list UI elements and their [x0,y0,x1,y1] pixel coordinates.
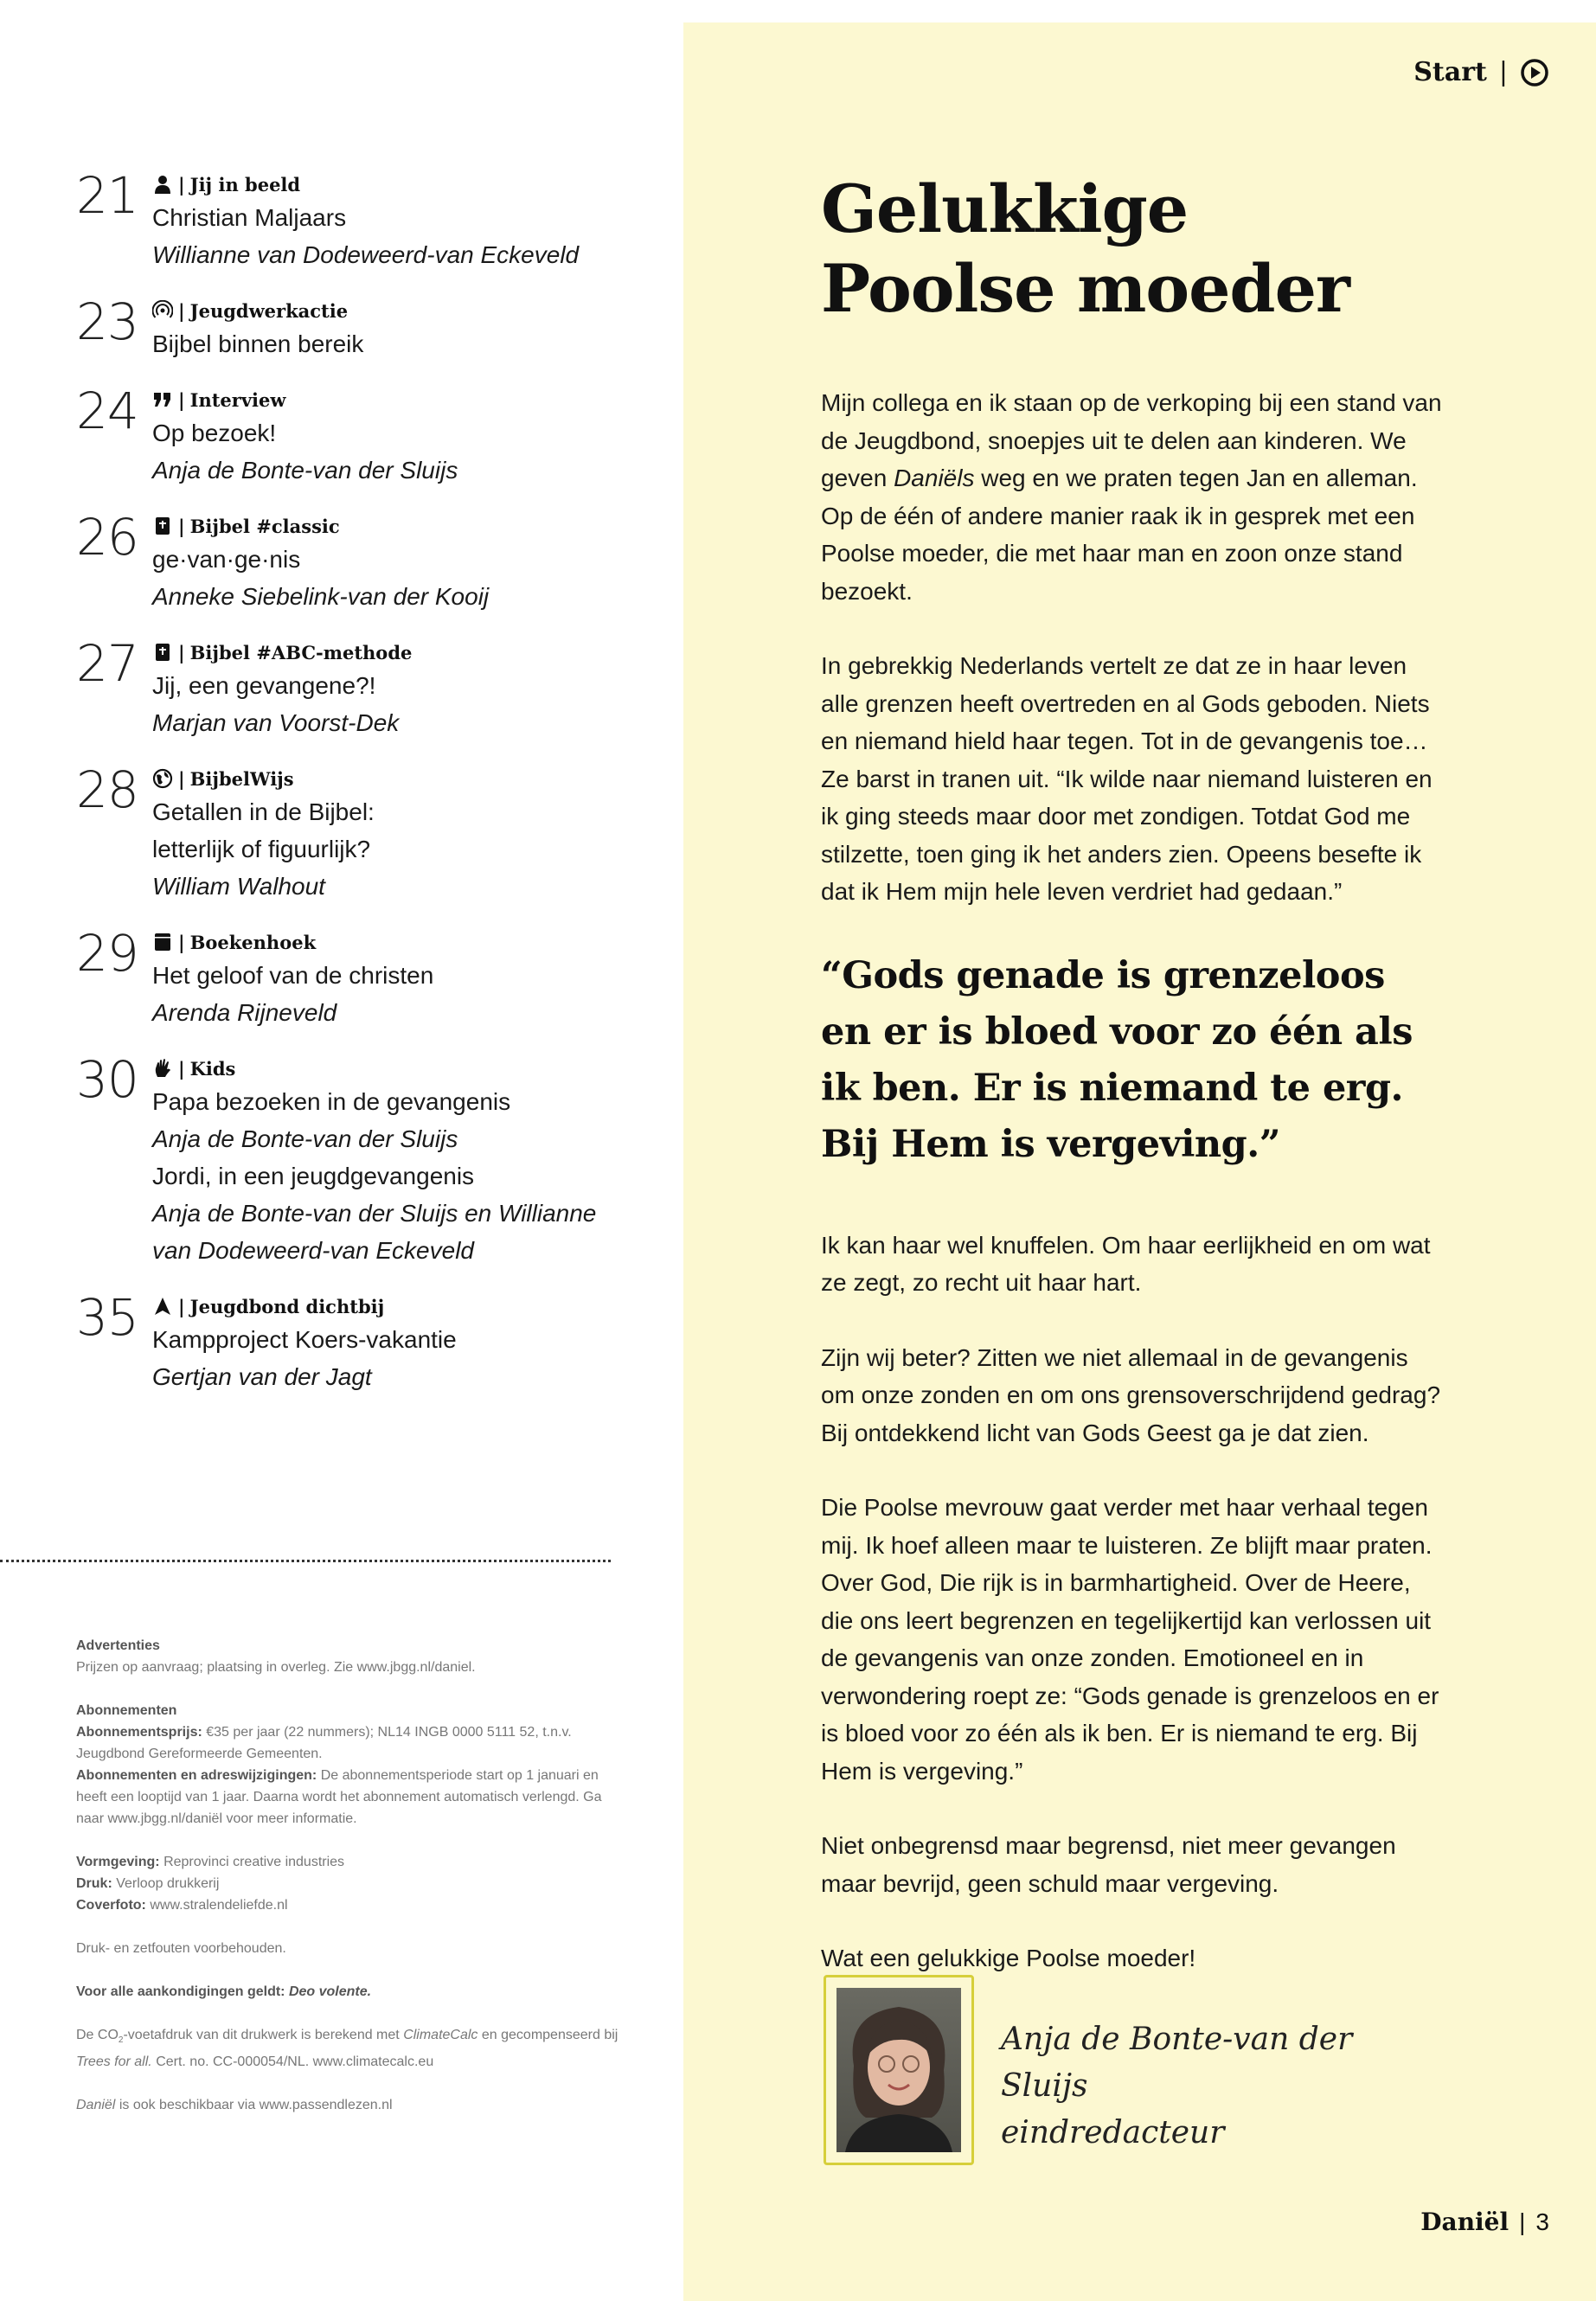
arrow-icon [152,1296,173,1317]
toc-entry-body [152,1292,630,1395]
toc-category [152,927,630,957]
toc-page-number: 24 [76,381,138,440]
book-icon [152,932,173,952]
bible-icon [152,516,173,536]
category-separator: | [178,299,185,322]
available-name: Daniël [76,2098,116,2113]
signature-name: Anja de Bonte-van der Sluijs [1001,2022,1353,2104]
pull-quote: “Gods genade is grenzeloos en er is bloed voor zo één als ik ben. Er is niemand te erg. Bij Hem is vergeving.” [821,953,1413,1166]
toc-page-number: 30 [76,1050,138,1109]
deo-volente-note [76,1981,621,2003]
toc-page-number: 27 [76,634,138,693]
signature-text [1001,2016,1429,2157]
subs-changes-label: Abonnementen en adreswijzigingen: [76,1768,317,1783]
toc-author: Arenda Rijneveld [152,999,337,1026]
toc-entry[interactable] [76,381,630,489]
p1-post: weg en we praten tegen Jan en alleman. Op de één of andere manier raak ik in gesprek met een Poolse moeder, die met haar man en zoon onze stand bezoekt. [821,465,1418,605]
toc-title[interactable]: letterlijk of figuurlijk? [152,836,371,862]
toc-entry[interactable] [76,166,630,273]
category-separator: | [178,1295,185,1317]
toc-entry-body [152,385,630,489]
toc-title[interactable]: Christian Maljaars [152,204,347,231]
toc-title[interactable]: Jij, een gevangene?! [152,672,376,699]
toc-entry-body [152,296,630,362]
print-text: Verloop drukkerij [116,1876,220,1891]
toc-entry-body [152,1054,630,1269]
toc-category [152,1054,630,1083]
toc-entry-body [152,927,630,1031]
toc-category [152,1292,630,1321]
p1-pre: Mijn collega en ik staan op de verkoping bij een stand van de Jeugdbond, snoepjes uit te delen aan kinderen. We geven [821,389,1442,491]
globe-icon [152,768,173,789]
hand-icon [152,1058,173,1079]
toc-author: Gertjan van der Jagt [152,1363,372,1390]
design-text: Reprovinci creative industries [163,1855,345,1869]
toc-entry-body [152,170,630,273]
start-nav[interactable] [1413,57,1549,87]
co2-pre: De CO [76,2028,119,2042]
category-separator: | [178,641,185,663]
co2-calc: ClimateCalc [403,2028,478,2042]
toc-category [152,170,630,199]
toc-category-label: Boekenhoek [189,931,317,953]
category-separator: | [178,515,185,537]
toc-author: Marjan van Voorst-Dek [152,709,400,736]
subs-price-text: €35 per jaar (22 nummers); NL14 INGB 0000 5111 52, t.n.v. Jeugdbond Gereformeerde Gemeenten. [76,1725,572,1761]
toc-category-label: Bijbel #classic [189,515,340,537]
toc-category [152,296,630,325]
nav-separator: | [1498,57,1508,87]
article-paragraph: Ik kan haar wel knuffelen. Om haar eerlijkheid en om wat ze zegt, zo recht uit haar hart. [821,1231,1431,1296]
toc-category-label: Kids [189,1057,236,1080]
toc-title[interactable]: ge·van·ge·nis [152,546,301,573]
toc-title[interactable]: Op bezoek! [152,420,277,446]
design-label: Vormgeving: [76,1855,160,1869]
ads-block [76,1635,621,1678]
toc-title[interactable]: Papa bezoeken in de gevangenis [152,1088,511,1115]
toc-category-label: Bijbel #ABC-methode [189,641,413,663]
toc-page-number: 29 [76,924,138,983]
toc-entry-body [152,511,630,615]
play-circle-icon[interactable] [1520,58,1549,87]
divider [0,1560,611,1562]
table-of-contents [76,166,630,1418]
toc-page-number: 26 [76,508,138,567]
headline-line-1: Gelukkige [821,170,1189,247]
toc-page-number: 35 [76,1288,138,1347]
magazine-name: Daniël [1420,2208,1509,2236]
toc-entry[interactable] [76,1050,630,1269]
toc-entry-body [152,764,630,905]
article-headline [821,170,1444,329]
category-separator: | [178,173,185,195]
toc-page-number: 23 [76,292,138,351]
article-paragraph [821,384,1444,610]
bible-icon [152,642,173,663]
toc-title[interactable]: Jordi, in een jeugdgevangenis [152,1163,475,1189]
subs-price-label: Abonnementsprijs: [76,1725,202,1740]
toc-category [152,511,630,541]
toc-entry[interactable] [76,292,630,362]
available-text: is ook beschikbaar via www.passendlezen.nl [119,2098,393,2113]
article-paragraph: Die Poolse mevrouw gaat verder met haar verhaal tegen mij. Ik hoef alleen maar te luisteren. Ze blijft maar praten. Over God, Die rijk is in barmhartigheid. Over de Heere, die ons leert begrenzen en tegelijkertijd kan verlossen uit de gevangenis van onze zonden. Emotioneel en in verwondering roept ze: “Gods genade is grenzeloos en er is bloed voor zo één als ik ben. Er is niemand te erg. Bij Hem is vergeving.” [821,1494,1439,1785]
article-paragraph: Zijn wij beter? Zitten we niet allemaal in de gevangenis om onze zonden en om ons grensoverschrijdend gedrag? Bij ontdekkend licht van Gods Geest ga je dat zien. [821,1343,1441,1446]
person-icon [152,174,173,195]
p1-italic: Daniëls [894,465,975,491]
toc-category-label: BijbelWijs [189,767,294,790]
cover-text: www.stralendeliefde.nl [150,1898,288,1913]
article-paragraph: In gebrekkig Nederlands vertelt ze dat ze in haar leven alle grenzen heeft overtreden en al Gods geboden. Niets en niemand hield haar tegen. Tot in de gevangenis toe… Ze barst in tranen uit. “Ik wilde naar niemand luisteren en ik ging steeds maar door met zondigen. Totdat God me stilzette, toen ging ik het anders zien. Opeens besefte ik dat ik Hem mijn hele leven verdriet had gedaan.” [821,652,1433,905]
article-paragraph: Niet onbegrensd maar begrensd, niet meer gevangen maar bevrijd, geen schuld maar vergeving. [821,1832,1396,1897]
toc-category [152,764,630,793]
co2-note [76,2024,621,2073]
toc-category [152,638,630,667]
toc-entry-body [152,638,630,741]
toc-author: van Dodeweerd-van Eckeveld [152,1237,474,1264]
author-photo [836,1988,961,2152]
co2-post: Cert. no. CC-000054/NL. www.climatecalc.eu [156,2054,434,2070]
toc-author: William Walhout [152,873,325,900]
toc-author: Anja de Bonte-van der Sluijs [152,457,458,484]
toc-author: Willianne van Dodeweerd-van Eckeveld [152,241,580,268]
subs-heading: Abonnementen [76,1703,177,1718]
toc-entry[interactable] [76,634,630,741]
category-separator: | [178,1057,185,1080]
footer-separator: | [1519,2208,1526,2235]
category-separator: | [178,767,185,790]
availability-note [76,2094,621,2116]
toc-category-label: Jeugdwerkactie [189,299,349,322]
signature [824,1975,1429,2165]
deo-label: Voor alle aankondigingen geldt: [76,1984,285,1999]
credits-block [76,1851,621,1916]
errors-note: Druk- en zetfouten voorbehouden. [76,1941,286,1956]
quote-icon [152,389,173,410]
co2-mid: -voetafdruk van dit drukwerk is berekend met [123,2028,400,2042]
page-footer [1420,2208,1549,2236]
toc-title[interactable]: Het geloof van de christen [152,962,434,989]
toc-author: Anja de Bonte-van der Sluijs en Willianne [152,1200,597,1227]
toc-category [152,385,630,414]
toc-entry[interactable] [76,760,630,905]
editorial-article [821,170,1444,2015]
toc-category-label: Jeugdbond dichtbij [189,1295,385,1317]
toc-entry[interactable] [76,508,630,615]
deo-text: Deo volente. [288,1984,372,1999]
toc-title[interactable]: Getallen in de Bijbel: [152,798,375,825]
author-portrait [836,1988,961,2152]
toc-title[interactable]: Kampproject Koers-vakantie [152,1326,457,1353]
author-photo-frame [824,1975,974,2165]
headline-line-2: Poolse moeder [821,250,1349,327]
toc-author: Anneke Siebelink-van der Kooij [152,583,490,610]
toc-category-label: Jij in beeld [189,173,301,195]
article-paragraph: Wat een gelukkige Poolse moeder! [821,1945,1196,1971]
toc-author: Anja de Bonte-van der Sluijs [152,1125,458,1152]
toc-entry[interactable] [76,1288,630,1395]
co2-sub: 2 [118,2035,124,2046]
subscriptions-block [76,1700,621,1830]
cover-label: Coverfoto: [76,1898,146,1913]
ads-heading: Advertenties [76,1638,160,1653]
co2-trees: Trees for all. [76,2054,152,2070]
co2-mid2: en gecompenseerd bij [481,2028,619,2042]
category-separator: | [178,931,185,953]
toc-entry[interactable] [76,924,630,1031]
colophon [76,1635,621,2138]
print-label: Druk: [76,1876,112,1891]
page-number: 3 [1535,2208,1549,2235]
subs-changes-text: De abonnementsperiode start op 1 januari en heeft een looptijd van 1 jaar. Daarna wordt het abonnement automatisch verlengd. Ga naar www.jbgg.nl/daniël voor meer informatie. [76,1768,602,1826]
signal-icon [152,300,173,321]
toc-category-label: Interview [189,388,286,411]
start-label[interactable]: Start [1413,57,1487,87]
category-separator: | [178,388,185,411]
toc-page-number: 21 [76,166,138,225]
ads-text: Prijzen op aanvraag; plaatsing in overleg. Zie www.jbgg.nl/daniel. [76,1660,476,1675]
signature-role: eindredacteur [1001,2115,1225,2150]
toc-title[interactable]: Bijbel binnen bereik [152,330,364,357]
toc-page-number: 28 [76,760,138,819]
